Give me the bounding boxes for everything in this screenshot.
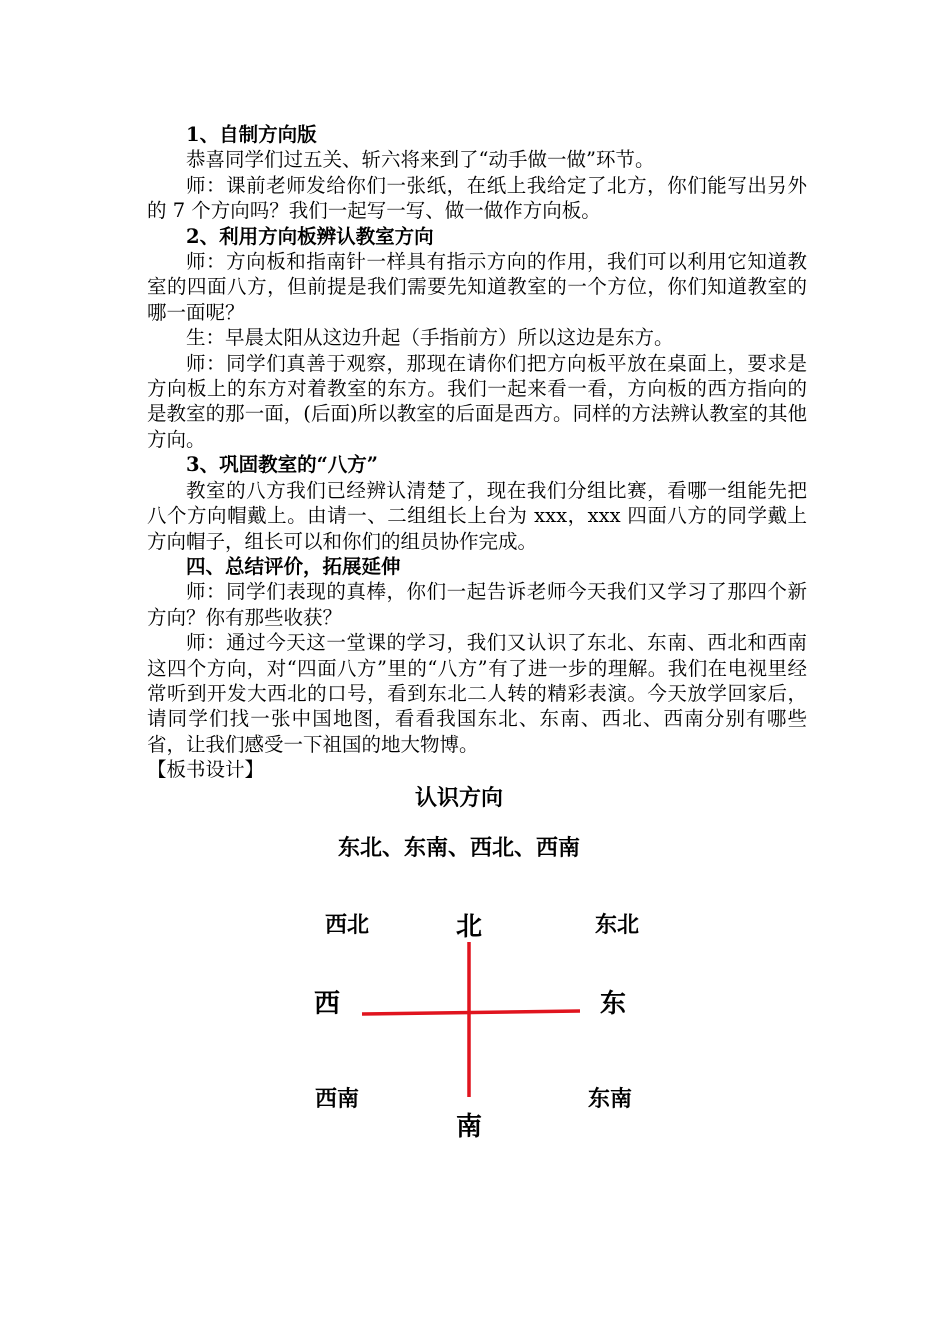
- paragraph-1: 恭喜同学们过五关、斩六将来到了“动手做一做”环节。: [186, 148, 655, 172]
- paragraph-6: 教室的八方我们已经辨认清楚了，现在我们分组比赛，看哪一组能先把八个方向帽戴上。由请一、二组组长上台为 xxx，xxx 四面八方的同学戴上方向帽子，组长可以和你们的组员协作完成。: [147, 478, 807, 553]
- board-title: 认识方向: [414, 785, 503, 811]
- direction-west: 西: [314, 989, 341, 1019]
- section-heading-4: 四、总结评价，拓展延伸: [186, 554, 401, 578]
- board-design-label: 【板书设计】: [147, 758, 265, 782]
- section-heading-3: 3、巩固教室的“八方”: [186, 453, 379, 477]
- direction-southeast: 东南: [588, 1086, 633, 1112]
- paragraph-3: 师：方向板和指南针一样具有指示方向的作用，我们可以利用它知道教室的四面八方，但前提是我们需要先知道教室的一个方位，你们知道教室的哪一面呢？: [147, 250, 807, 324]
- section-heading-2: 2、利用方向板辨认教室方向: [186, 224, 434, 248]
- cross-horizontal-line: [362, 1011, 580, 1014]
- direction-northwest: 西北: [325, 912, 370, 938]
- direction-northeast: 东北: [595, 912, 640, 938]
- paragraph-5: 师：同学们真善于观察，那现在请你们把方向板平放在桌面上，要求是方向板上的东方对着教室的东方。我们一起来看一看，方向板的西方指向的是教室的那一面，(后面)所以教室的后面是西方。同样的方法辨认教室的其他方向。: [147, 351, 807, 451]
- direction-south: 南: [456, 1112, 483, 1142]
- paragraph-8: 师：通过今天这一堂课的学习，我们又认识了东北、东南、西北和西南这四个方向，对“四面八方”里的“八方”有了进一步的理解。我们在电视里经常听到开发大西北的口号，看到东北二人转的精彩表演。今天放学回家后，请同学们找一张中国地图，看看我国东北、东南、西北、西南分别有哪些省，让我们感受一下祖国的地大物博。: [147, 631, 807, 756]
- direction-east: 东: [600, 989, 627, 1019]
- direction-southwest: 西南: [315, 1086, 360, 1112]
- paragraph-7: 师：同学们表现的真棒，你们一起告诉老师今天我们又学习了那四个新方向？你有那些收获？: [147, 580, 807, 629]
- paragraph-2: 师：课前老师发给你们一张纸，在纸上我给定了北方，你们能写出另外的 7 个方向吗？我们一起写一写、做一做作方向板。: [147, 173, 807, 223]
- board-subtitle: 东北、东南、西北、西南: [337, 835, 580, 861]
- direction-north: 北: [456, 912, 483, 942]
- paragraph-4: 生：早晨太阳从这边升起（手指前方）所以这边是东方。: [186, 326, 674, 350]
- section-heading-1: 1、自制方向版: [186, 123, 317, 146]
